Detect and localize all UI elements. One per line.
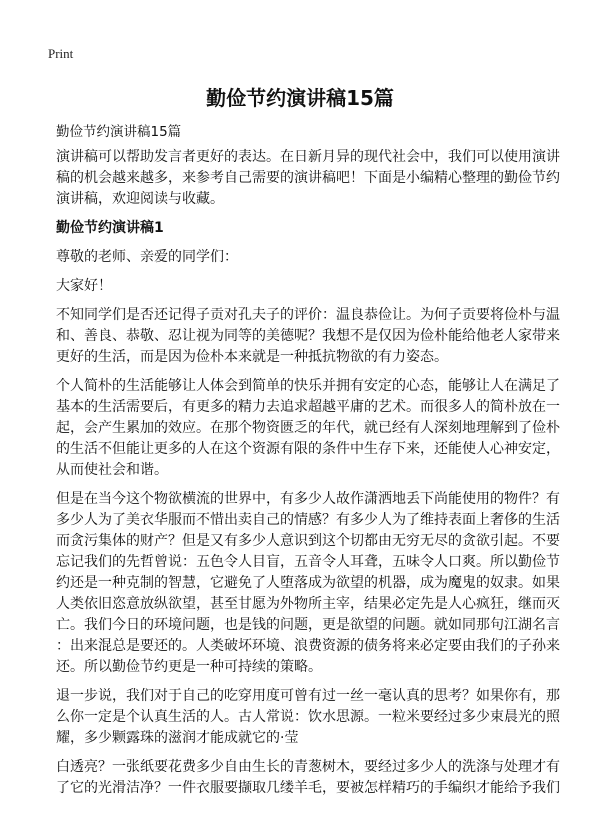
- text-line: 和、善良、恭敬、忍让视为同等的美德呢？我想不是仅因为俭朴能给他老人家带来: [56, 328, 560, 344]
- text-line: 忘记我们的先哲曾说：五色令人目盲，五音令人耳聋，五味令人口爽。所以勤俭节: [56, 554, 560, 570]
- text-line: 基本的生活需要后，有更多的精力去追求超越平庸的艺术。而很多人的简朴放在一: [56, 399, 560, 415]
- text-line: 尊敬的老师、亲爱的同学们：: [56, 249, 238, 265]
- text-line: ：出来混总是要还的。人类破坏环境、浪费资源的债务将来必定要由我们的子孙来: [56, 638, 560, 654]
- text-line: 多少人为了美衣华服而不惜出卖自己的情感？有多少人为了维持表面上奢侈的生活: [56, 512, 560, 528]
- text-line: 演讲稿，欢迎阅读与收藏。: [56, 191, 224, 207]
- text-line: 演讲稿可以帮助发言者更好的表达。在日新月异的现代社会中，我们可以使用演讲: [56, 149, 560, 165]
- text-line: 了它的光滑洁净？一件衣服要撷取几缕羊毛，要被怎样精巧的手编织才能给予我们: [56, 780, 560, 796]
- text-line: 退一步说，我们对于自己的吃穿用度可曾有过一丝一毫认真的思考？如果你有，那: [56, 688, 560, 704]
- text-line: 白透亮？一张纸要花费多少自由生长的青葱树木，要经过多少人的洗涤与处理才有: [56, 759, 560, 775]
- print-link[interactable]: Print: [48, 46, 74, 61]
- body-paragraph: [56, 305, 576, 368]
- text-line: 但是在当今这个物欲横流的世界中，有多少人故作潇洒地丢下尚能使用的物件？有: [56, 491, 560, 507]
- text-line: 起，会产生累加的效应。在那个物资匮乏的年代，就已经有人深刻地理解到了俭朴: [56, 420, 560, 436]
- body-paragraph: [56, 686, 576, 749]
- text-line: 而贪污集体的财产？但是又有多少人意识到这个切都由无穷无尽的贪欲引起。不要: [56, 533, 560, 549]
- text-line: 大家好！: [56, 278, 112, 294]
- salutation: [56, 247, 576, 268]
- document-subtitle: 勤俭节约演讲稿15篇: [56, 124, 182, 140]
- text-line: 还。所以勤俭节约更是一种可持续的策略。: [56, 659, 322, 675]
- text-line: 稿的机会越来越多，来参考自己需要的演讲稿吧！下面是小编精心整理的勤俭节约: [56, 170, 560, 186]
- body-paragraph: [56, 757, 576, 799]
- body-paragraph: [56, 489, 576, 678]
- section-heading: 勤俭节约演讲稿1: [56, 220, 164, 236]
- text-line: 从而使社会和谐。: [56, 462, 168, 478]
- text-line: 个人简朴的生活能够让人体会到简单的快乐并拥有安定的心态，能够让人在满足了: [56, 378, 560, 394]
- text-line: 耀，多少颗露珠的滋润才能成就它的·莹: [56, 730, 299, 746]
- greeting: [56, 276, 576, 297]
- text-line: 亡。我们今日的环境问题，也是钱的问题，更是欲望的问题。就如同那句江湖名言: [56, 617, 560, 633]
- text-line: 么你一定是个认真生活的人。古人常说：饮水思源。一粒米要经过多少束晨光的照: [56, 709, 560, 725]
- text-line: 更好的生活，而是因为俭朴本来就是一种抵抗物欲的有力姿态。: [56, 349, 448, 365]
- text-line: 不知同学们是否还记得子贡对孔夫子的评价：温良恭俭让。为何子贡要将俭朴与温: [56, 307, 560, 323]
- body-paragraph: [56, 376, 576, 481]
- text-line: 人类依旧恣意放纵欲望，甚至甘愿为外物所主宰，结果必定先是人心疯狂，继而灭: [56, 596, 560, 612]
- text-line: 约还是一种克制的智慧，它避免了人堕落成为欲望的机器，成为魔鬼的奴隶。如果: [56, 575, 560, 591]
- text-line: 的生活不但能让更多的人在这个资源有限的条件中生存下来，还能使人心神安定，: [56, 441, 560, 457]
- document-title: 勤俭节约演讲稿15篇: [206, 86, 394, 110]
- document-body: [56, 147, 576, 807]
- intro-paragraph: [56, 147, 576, 210]
